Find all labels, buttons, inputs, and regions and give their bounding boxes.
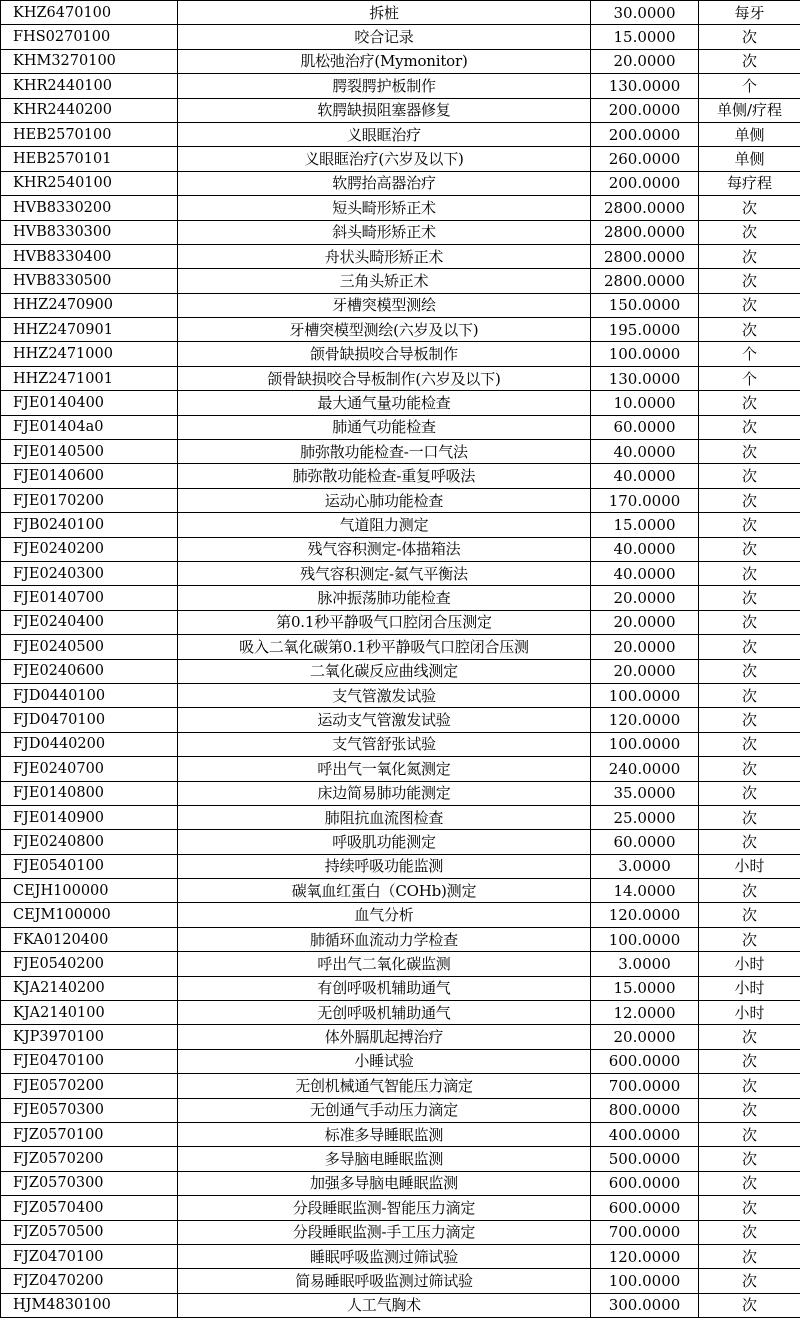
item-price-cell: 20.0000 <box>591 49 699 73</box>
item-name-cell: 残气容积测定-氦气平衡法 <box>178 561 591 585</box>
item-price-cell: 100.0000 <box>591 732 699 756</box>
table-row <box>1 976 800 1000</box>
item-code-cell: HHZ2470901 <box>1 318 178 342</box>
item-price-cell: 2800.0000 <box>591 244 699 268</box>
item-code-cell: FJE0170200 <box>1 488 178 512</box>
item-name-cell: 加强多导脑电睡眠监测 <box>178 1171 591 1195</box>
item-code-cell: CEJM100000 <box>1 903 178 927</box>
item-code-cell: KJP3970100 <box>1 1025 178 1049</box>
item-code-cell: FJE0240400 <box>1 610 178 634</box>
item-name-cell: 体外膈肌起搏治疗 <box>178 1025 591 1049</box>
item-unit-cell: 次 <box>699 610 800 634</box>
item-code-cell: FJE0240300 <box>1 561 178 585</box>
item-code-cell: FJB0240100 <box>1 513 178 537</box>
item-code-cell: FJZ0570300 <box>1 1171 178 1195</box>
item-code-cell: KHR2440100 <box>1 74 178 98</box>
item-code-cell: FJE0540200 <box>1 952 178 976</box>
item-name-cell: 肺循环血流动力学检查 <box>178 927 591 951</box>
item-price-cell: 600.0000 <box>591 1171 699 1195</box>
item-price-cell: 2800.0000 <box>591 196 699 220</box>
table-row <box>1 903 800 927</box>
item-unit-cell: 次 <box>699 415 800 439</box>
item-name-cell: 碳氧血红蛋白（COHb)测定 <box>178 879 591 903</box>
item-unit-cell: 次 <box>699 927 800 951</box>
item-code-cell: HHZ2471000 <box>1 342 178 366</box>
item-price-cell: 500.0000 <box>591 1147 699 1171</box>
item-price-cell: 20.0000 <box>591 1025 699 1049</box>
item-unit-cell: 次 <box>699 830 800 854</box>
item-unit-cell: 次 <box>699 879 800 903</box>
table-row <box>1 293 800 317</box>
item-name-cell: 软腭缺损阻塞器修复 <box>178 98 591 122</box>
table-row <box>1 1098 800 1122</box>
table-row <box>1 781 800 805</box>
item-code-cell: HVB8330300 <box>1 220 178 244</box>
item-name-cell: 最大通气量功能检查 <box>178 391 591 415</box>
item-name-cell: 残气容积测定-体描箱法 <box>178 537 591 561</box>
item-unit-cell: 小时 <box>699 1001 800 1025</box>
item-price-cell: 10.0000 <box>591 391 699 415</box>
item-name-cell: 三角头矫正术 <box>178 269 591 293</box>
item-price-cell: 260.0000 <box>591 147 699 171</box>
item-name-cell: 呼出气一氧化氮测定 <box>178 757 591 781</box>
table-row <box>1 854 800 878</box>
item-code-cell: FJE0570300 <box>1 1098 178 1122</box>
table-row <box>1 488 800 512</box>
item-unit-cell: 次 <box>699 513 800 537</box>
item-price-cell: 20.0000 <box>591 659 699 683</box>
item-name-cell: 简易睡眠呼吸监测过筛试验 <box>178 1269 591 1293</box>
item-name-cell: 人工气胸术 <box>178 1293 591 1317</box>
table-row <box>1 318 800 342</box>
table-row <box>1 659 800 683</box>
item-price-cell: 120.0000 <box>591 708 699 732</box>
item-code-cell: FJZ0570500 <box>1 1220 178 1244</box>
item-name-cell: 无创通气手动压力滴定 <box>178 1098 591 1122</box>
item-unit-cell: 次 <box>699 49 800 73</box>
item-code-cell: FJZ0470100 <box>1 1244 178 1268</box>
item-unit-cell: 次 <box>699 1074 800 1098</box>
item-unit-cell: 次 <box>699 781 800 805</box>
item-unit-cell: 个 <box>699 342 800 366</box>
item-unit-cell: 次 <box>699 1220 800 1244</box>
item-unit-cell: 次 <box>699 440 800 464</box>
item-price-cell: 800.0000 <box>591 1098 699 1122</box>
item-price-cell: 40.0000 <box>591 440 699 464</box>
item-price-cell: 20.0000 <box>591 586 699 610</box>
item-name-cell: 义眼眶治疗 <box>178 122 591 146</box>
table-row <box>1 952 800 976</box>
table-row <box>1 196 800 220</box>
item-code-cell: KHR2440200 <box>1 98 178 122</box>
item-name-cell: 运动支气管激发试验 <box>178 708 591 732</box>
item-code-cell: HJM4830100 <box>1 1293 178 1317</box>
item-code-cell: FJD0440100 <box>1 683 178 707</box>
item-price-cell: 40.0000 <box>591 537 699 561</box>
table-row <box>1 1196 800 1220</box>
table-row <box>1 391 800 415</box>
item-code-cell: HEB2570101 <box>1 147 178 171</box>
item-unit-cell: 次 <box>699 220 800 244</box>
item-price-cell: 3.0000 <box>591 952 699 976</box>
item-code-cell: FJE0140900 <box>1 805 178 829</box>
item-unit-cell: 次 <box>699 1122 800 1146</box>
item-code-cell: FJD0470100 <box>1 708 178 732</box>
item-unit-cell: 个 <box>699 74 800 98</box>
item-name-cell: 肺弥散功能检查-一口气法 <box>178 440 591 464</box>
item-name-cell: 睡眠呼吸监测过筛试验 <box>178 1244 591 1268</box>
item-name-cell: 呼吸肌功能测定 <box>178 830 591 854</box>
item-unit-cell: 单侧 <box>699 122 800 146</box>
item-price-cell: 15.0000 <box>591 513 699 537</box>
item-name-cell: 小睡试验 <box>178 1049 591 1073</box>
item-unit-cell: 次 <box>699 757 800 781</box>
table-row <box>1 25 800 49</box>
table-row <box>1 635 800 659</box>
item-code-cell: FKA0120400 <box>1 927 178 951</box>
item-code-cell: FJE0140800 <box>1 781 178 805</box>
table-row <box>1 244 800 268</box>
table-row <box>1 269 800 293</box>
item-name-cell: 运动心肺功能检查 <box>178 488 591 512</box>
item-code-cell: HHZ2471001 <box>1 366 178 390</box>
item-name-cell: 第0.1秒平静吸气口腔闭合压测定 <box>178 610 591 634</box>
table-row <box>1 1171 800 1195</box>
item-unit-cell: 次 <box>699 1171 800 1195</box>
item-name-cell: 肺阻抗血流图检查 <box>178 805 591 829</box>
item-code-cell: FJE0140500 <box>1 440 178 464</box>
item-name-cell: 软腭抬高器治疗 <box>178 171 591 195</box>
item-unit-cell: 次 <box>699 1244 800 1268</box>
item-price-cell: 100.0000 <box>591 342 699 366</box>
table-row <box>1 171 800 195</box>
item-unit-cell: 次 <box>699 561 800 585</box>
item-unit-cell: 次 <box>699 1269 800 1293</box>
item-code-cell: KJA2140200 <box>1 976 178 1000</box>
table-row <box>1 537 800 561</box>
item-code-cell: KHZ6470100 <box>1 1 178 25</box>
item-price-cell: 40.0000 <box>591 561 699 585</box>
table-row <box>1 1025 800 1049</box>
table-row <box>1 147 800 171</box>
table-row <box>1 464 800 488</box>
item-code-cell: FJZ0570200 <box>1 1147 178 1171</box>
item-unit-cell: 每疗程 <box>699 171 800 195</box>
item-unit-cell: 单侧 <box>699 147 800 171</box>
item-unit-cell: 次 <box>699 391 800 415</box>
item-unit-cell: 次 <box>699 196 800 220</box>
item-code-cell: FJE0240600 <box>1 659 178 683</box>
item-code-cell: FJE01404a0 <box>1 415 178 439</box>
item-price-cell: 40.0000 <box>591 464 699 488</box>
item-price-cell: 15.0000 <box>591 976 699 1000</box>
item-name-cell: 肌松弛治疗(Mymonitor) <box>178 49 591 73</box>
item-price-cell: 60.0000 <box>591 830 699 854</box>
item-code-cell: FJZ0470200 <box>1 1269 178 1293</box>
table-row <box>1 415 800 439</box>
item-name-cell: 脉冲振荡肺功能检查 <box>178 586 591 610</box>
item-code-cell: FJE0140400 <box>1 391 178 415</box>
item-price-cell: 2800.0000 <box>591 220 699 244</box>
table-row <box>1 830 800 854</box>
table-row <box>1 342 800 366</box>
table-row <box>1 561 800 585</box>
item-price-cell: 150.0000 <box>591 293 699 317</box>
item-unit-cell: 小时 <box>699 854 800 878</box>
item-name-cell: 颌骨缺损咬合导板制作(六岁及以下) <box>178 366 591 390</box>
item-unit-cell: 次 <box>699 537 800 561</box>
item-name-cell: 二氧化碳反应曲线测定 <box>178 659 591 683</box>
item-code-cell: KHR2540100 <box>1 171 178 195</box>
item-unit-cell: 次 <box>699 903 800 927</box>
table-row <box>1 1220 800 1244</box>
item-price-cell: 60.0000 <box>591 415 699 439</box>
table-body <box>1 1 800 1318</box>
item-name-cell: 支气管激发试验 <box>178 683 591 707</box>
item-price-cell: 200.0000 <box>591 122 699 146</box>
item-name-cell: 舟状头畸形矫正术 <box>178 244 591 268</box>
item-price-cell: 240.0000 <box>591 757 699 781</box>
item-unit-cell: 次 <box>699 293 800 317</box>
item-price-cell: 600.0000 <box>591 1196 699 1220</box>
item-price-cell: 130.0000 <box>591 366 699 390</box>
item-price-cell: 300.0000 <box>591 1293 699 1317</box>
item-name-cell: 腭裂腭护板制作 <box>178 74 591 98</box>
table-row <box>1 1147 800 1171</box>
table-row <box>1 1074 800 1098</box>
item-code-cell: FJE0470100 <box>1 1049 178 1073</box>
item-name-cell: 气道阻力测定 <box>178 513 591 537</box>
item-unit-cell: 次 <box>699 488 800 512</box>
item-price-cell: 100.0000 <box>591 683 699 707</box>
item-name-cell: 分段睡眠监测-智能压力滴定 <box>178 1196 591 1220</box>
item-unit-cell: 次 <box>699 1049 800 1073</box>
item-price-cell: 400.0000 <box>591 1122 699 1146</box>
item-code-cell: FJE0240700 <box>1 757 178 781</box>
item-code-cell: HVB8330200 <box>1 196 178 220</box>
item-name-cell: 斜头畸形矫正术 <box>178 220 591 244</box>
item-name-cell: 肺弥散功能检查-重复呼吸法 <box>178 464 591 488</box>
item-name-cell: 牙槽突模型测绘(六岁及以下) <box>178 318 591 342</box>
item-unit-cell: 次 <box>699 1025 800 1049</box>
item-unit-cell: 次 <box>699 1098 800 1122</box>
item-unit-cell: 次 <box>699 635 800 659</box>
item-unit-cell: 每牙 <box>699 1 800 25</box>
item-unit-cell: 次 <box>699 708 800 732</box>
table-row <box>1 586 800 610</box>
table-row <box>1 98 800 122</box>
item-unit-cell: 小时 <box>699 952 800 976</box>
table-row <box>1 732 800 756</box>
item-code-cell: HEB2570100 <box>1 122 178 146</box>
item-unit-cell: 次 <box>699 805 800 829</box>
item-code-cell: FJE0540100 <box>1 854 178 878</box>
item-name-cell: 拆桩 <box>178 1 591 25</box>
item-price-cell: 12.0000 <box>591 1001 699 1025</box>
item-unit-cell: 次 <box>699 732 800 756</box>
item-code-cell: HHZ2470900 <box>1 293 178 317</box>
item-price-cell: 15.0000 <box>591 25 699 49</box>
item-name-cell: 牙槽突模型测绘 <box>178 293 591 317</box>
item-unit-cell: 单侧/疗程 <box>699 98 800 122</box>
item-name-cell: 呼出气二氧化碳监测 <box>178 952 591 976</box>
item-price-cell: 200.0000 <box>591 98 699 122</box>
item-name-cell: 血气分析 <box>178 903 591 927</box>
table-row <box>1 1293 800 1317</box>
item-name-cell: 多导脑电睡眠监测 <box>178 1147 591 1171</box>
item-unit-cell: 次 <box>699 586 800 610</box>
item-code-cell: FJE0240500 <box>1 635 178 659</box>
item-price-cell: 120.0000 <box>591 903 699 927</box>
item-price-cell: 2800.0000 <box>591 269 699 293</box>
item-code-cell: FJE0140700 <box>1 586 178 610</box>
item-price-cell: 25.0000 <box>591 805 699 829</box>
item-code-cell: FJZ0570100 <box>1 1122 178 1146</box>
item-code-cell: CEJH100000 <box>1 879 178 903</box>
item-price-cell: 195.0000 <box>591 318 699 342</box>
item-name-cell: 分段睡眠监测-手工压力滴定 <box>178 1220 591 1244</box>
table-row <box>1 805 800 829</box>
item-code-cell: FHS0270100 <box>1 25 178 49</box>
item-unit-cell: 次 <box>699 659 800 683</box>
item-price-cell: 35.0000 <box>591 781 699 805</box>
item-code-cell: FJZ0570400 <box>1 1196 178 1220</box>
item-name-cell: 吸入二氧化碳第0.1秒平静吸气口腔闭合压测 <box>178 635 591 659</box>
table-row <box>1 1269 800 1293</box>
item-code-cell: FJE0240800 <box>1 830 178 854</box>
item-code-cell: FJD0440200 <box>1 732 178 756</box>
item-code-cell: KHM3270100 <box>1 49 178 73</box>
item-price-cell: 20.0000 <box>591 635 699 659</box>
item-price-cell: 120.0000 <box>591 1244 699 1268</box>
table-row <box>1 1049 800 1073</box>
item-unit-cell: 次 <box>699 683 800 707</box>
item-price-cell: 30.0000 <box>591 1 699 25</box>
item-unit-cell: 次 <box>699 318 800 342</box>
item-price-cell: 170.0000 <box>591 488 699 512</box>
table-row <box>1 879 800 903</box>
item-name-cell: 无创机械通气智能压力滴定 <box>178 1074 591 1098</box>
item-name-cell: 咬合记录 <box>178 25 591 49</box>
item-price-cell: 20.0000 <box>591 610 699 634</box>
item-name-cell: 床边简易肺功能测定 <box>178 781 591 805</box>
item-price-cell: 600.0000 <box>591 1049 699 1073</box>
table-row <box>1 74 800 98</box>
item-unit-cell: 次 <box>699 244 800 268</box>
table-row <box>1 1244 800 1268</box>
table-row <box>1 366 800 390</box>
item-price-cell: 3.0000 <box>591 854 699 878</box>
item-unit-cell: 次 <box>699 25 800 49</box>
item-code-cell: KJA2140100 <box>1 1001 178 1025</box>
item-price-cell: 130.0000 <box>591 74 699 98</box>
item-code-cell: FJE0570200 <box>1 1074 178 1098</box>
table-row <box>1 708 800 732</box>
item-name-cell: 义眼眶治疗(六岁及以下) <box>178 147 591 171</box>
item-unit-cell: 次 <box>699 1196 800 1220</box>
table-row <box>1 683 800 707</box>
table-row <box>1 49 800 73</box>
item-unit-cell: 个 <box>699 366 800 390</box>
item-price-cell: 200.0000 <box>591 171 699 195</box>
item-name-cell: 颌骨缺损咬合导板制作 <box>178 342 591 366</box>
item-name-cell: 肺通气功能检查 <box>178 415 591 439</box>
item-price-cell: 100.0000 <box>591 927 699 951</box>
table-row <box>1 757 800 781</box>
item-unit-cell: 次 <box>699 1293 800 1317</box>
table-row <box>1 927 800 951</box>
item-name-cell: 有创呼吸机辅助通气 <box>178 976 591 1000</box>
item-price-cell: 700.0000 <box>591 1220 699 1244</box>
item-name-cell: 标准多导睡眠监测 <box>178 1122 591 1146</box>
item-unit-cell: 小时 <box>699 976 800 1000</box>
item-price-cell: 700.0000 <box>591 1074 699 1098</box>
item-unit-cell: 次 <box>699 269 800 293</box>
table-row <box>1 220 800 244</box>
item-price-cell: 14.0000 <box>591 879 699 903</box>
item-name-cell: 无创呼吸机辅助通气 <box>178 1001 591 1025</box>
table-row <box>1 1122 800 1146</box>
item-code-cell: FJE0240200 <box>1 537 178 561</box>
table-row <box>1 1 800 25</box>
table-row <box>1 122 800 146</box>
item-name-cell: 支气管舒张试验 <box>178 732 591 756</box>
table-row <box>1 440 800 464</box>
item-price-cell: 100.0000 <box>591 1269 699 1293</box>
item-code-cell: HVB8330400 <box>1 244 178 268</box>
table-row <box>1 513 800 537</box>
item-name-cell: 短头畸形矫正术 <box>178 196 591 220</box>
table-row <box>1 610 800 634</box>
item-code-cell: HVB8330500 <box>1 269 178 293</box>
item-code-cell: FJE0140600 <box>1 464 178 488</box>
item-unit-cell: 次 <box>699 464 800 488</box>
item-name-cell: 持续呼吸功能监测 <box>178 854 591 878</box>
table-row <box>1 1001 800 1025</box>
item-unit-cell: 次 <box>699 1147 800 1171</box>
